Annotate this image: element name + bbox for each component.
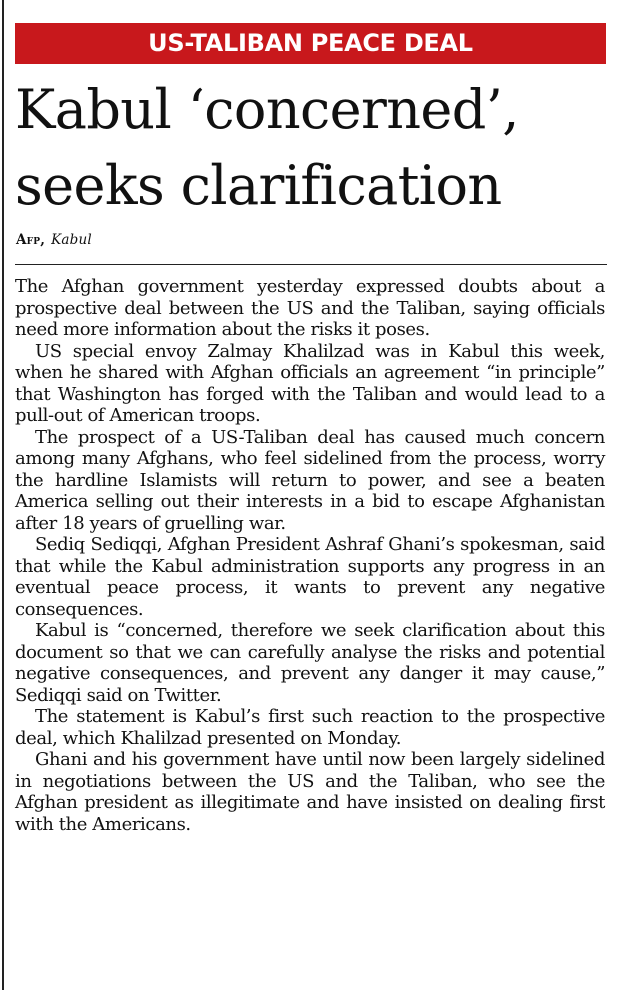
article-paragraph-3: The prospect of a US-Taliban deal has caused much concern among many Afghans, who feel sidelined from the process, worry the hardline Islamists will return to power, and see a beaten America selling out their interests in a bid to escape Afghanistan after 18 years of gruelling war. — [15, 426, 605, 534]
column-left-rule — [2, 0, 4, 990]
headline — [15, 72, 615, 224]
article-paragraph-4: Sediq Sediqqi, Afghan President Ashraf Ghani’s spokesman, said that while the Kabul administration supports any progress in an eventual peace process, it wants to prevent any negative consequences. — [15, 534, 605, 620]
article-paragraph-6: The statement is Kabul’s first such reaction to the prospective deal, which Khalilzad presented on Monday. — [15, 706, 605, 749]
headline-line-1: Kabul ‘concerned’, — [15, 78, 519, 141]
headline-line-2: seeks clarification — [15, 154, 502, 217]
article-paragraph-2: US special envoy Zalmay Khalilzad was in Kabul this week, when he shared with Afghan officials an agreement “in principle” that Washington has forged with the Taliban and would lead to a pull-out of American troops. — [15, 340, 605, 426]
article-body — [15, 276, 605, 835]
article-paragraph-1: The Afghan government yesterday expressed doubts about a prospective deal between the US and the Taliban, saying officials need more information about the risks it poses. — [15, 276, 605, 340]
byline — [16, 232, 92, 248]
article-paragraph-5: Kabul is “concerned, therefore we seek clarification about this document so that we can carefully analyse the risks and potential negative consequences, and prevent any danger it may cause,” Sediqqi said on Twitter. — [15, 620, 605, 706]
article-paragraph-7: Ghani and his government have until now been largely sidelined in negotiations between the US and the Taliban, who see the Afghan president as illegitimate and have insisted on dealing first with the Americans. — [15, 749, 605, 835]
section-banner: US-TALIBAN PEACE DEAL — [15, 23, 606, 64]
byline-divider — [15, 264, 607, 265]
byline-source: Afp, — [16, 232, 46, 248]
byline-place: Kabul — [51, 232, 92, 248]
